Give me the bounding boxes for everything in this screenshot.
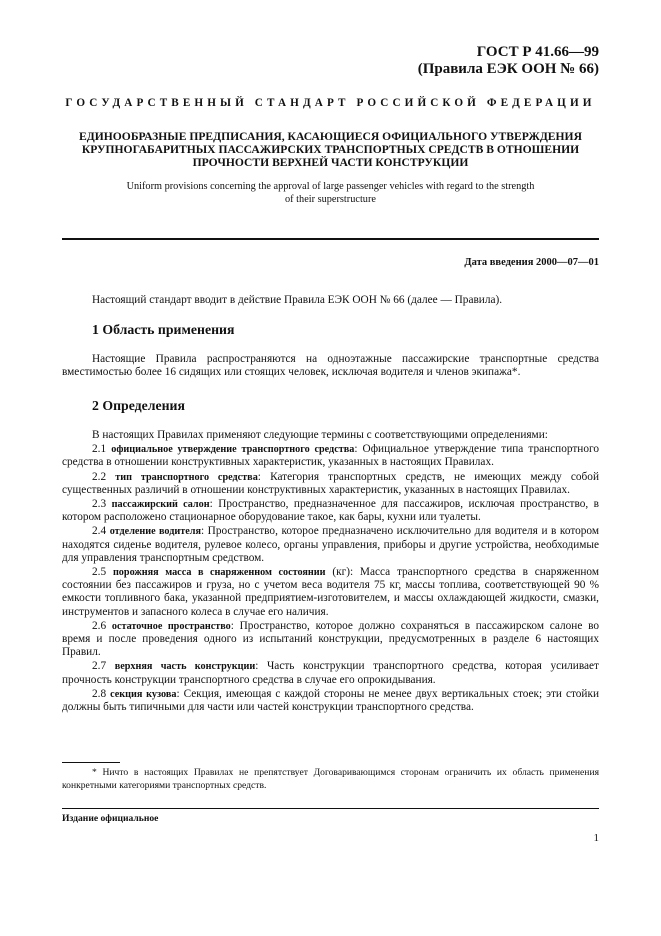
definition-item bbox=[62, 471, 599, 497]
intro-paragraph: Настоящий стандарт вводит в действие Правила ЕЭК ООН № 66 (далее — Правила). bbox=[92, 294, 503, 306]
definition-term: верхняя часть конструкции bbox=[114, 661, 256, 673]
definition-term: секция кузова bbox=[110, 688, 177, 700]
definition-number: 2.1 bbox=[92, 443, 107, 456]
definition-item bbox=[62, 566, 599, 619]
definition-term: остаточное пространство bbox=[111, 620, 231, 632]
definition-item bbox=[62, 525, 599, 565]
definition-term: отделение водителя bbox=[109, 526, 201, 538]
english-title-line-1: Uniform provisions concerning the approval of large passenger vehicles with regard to the strength bbox=[126, 181, 535, 192]
definition-item bbox=[62, 688, 599, 714]
definition-item bbox=[62, 660, 599, 686]
section-1-text: Настоящие Правила распространяются на одноэтажные пассажирские транспортные средства вместимостью более 16 сидящих или стоящих человек, исключая водителя и членов экипажа*. bbox=[62, 353, 599, 379]
title-line-3: ПРОЧНОСТИ ВЕРХНЕЙ ЧАСТИ КОНСТРУКЦИИ bbox=[192, 156, 469, 169]
definition-item bbox=[62, 620, 599, 660]
footer-divider bbox=[62, 808, 599, 809]
document-title bbox=[62, 130, 599, 169]
definition-text: (кг): Масса транспортного средства в снаряженном состоянии без пассажиров и груза, но с учетом веса водителя 75 кг, массы топлива, соответствующей 90 % емкости топливного бака, указанной предприятием-изготовителем, и массы охлаждающей жидкости, смазки, инструментов и запасного колеса в случае его наличия. bbox=[62, 566, 599, 618]
definition-text: : Пространство, которое предназначено исключительно для водителя и в котором находятся сиденье водителя, рулевое колесо, органы управления, приборы и другие устройства, необходимые для управления транспортным средством. bbox=[62, 525, 600, 564]
definition-number: 2.4 bbox=[92, 525, 107, 538]
section-2-body bbox=[62, 429, 599, 715]
definition-number: 2.7 bbox=[92, 660, 107, 673]
footnote: * Ничто в настоящих Правилах не препятствует Договаривающимся сторонам ограничить их область применения конкретными категориями транспортных средств. bbox=[62, 767, 599, 791]
english-title-line-2: of their superstructure bbox=[285, 193, 376, 205]
definition-item bbox=[62, 443, 599, 469]
definition-number: 2.6 bbox=[92, 619, 107, 632]
definition-number: 2.2 bbox=[92, 470, 107, 483]
introduction-date: Дата введения 2000—07—01 bbox=[464, 257, 599, 268]
definition-text: : Пространство, предназначенное для пассажиров, исключая пространство, в котором расположено стационарное оборудование такое, как бары, кухни или туалеты. bbox=[62, 498, 599, 524]
state-standard-heading: ГОСУДАРСТВЕННЫЙ СТАНДАРТ РОССИЙСКОЙ ФЕДЕРАЦИИ bbox=[65, 97, 596, 109]
page-number: 1 bbox=[593, 832, 599, 844]
definition-number: 2.8 bbox=[92, 687, 107, 700]
section-1-heading: 1 Область применения bbox=[92, 322, 235, 337]
definition-term: официальное утверждение транспортного средства bbox=[111, 444, 355, 456]
footnote-divider bbox=[62, 762, 120, 763]
title-line-2: КРУПНОГАБАРИТНЫХ ПАССАЖИРСКИХ ТРАНСПОРТНЫХ СРЕДСТВ В ОТНОШЕНИИ bbox=[81, 143, 580, 156]
definition-text: : Официальное утверждение типа транспортного средства в отношении конструктивных характеристик, указанных в настоящих Правилах. bbox=[62, 443, 600, 469]
definition-number: 2.3 bbox=[92, 498, 107, 511]
section-2-lead: В настоящих Правилах применяют следующие термины с соответствующими определениями: bbox=[92, 429, 548, 441]
edition-label: Издание официальное bbox=[62, 813, 159, 824]
definition-text: : Категория транспортных средств, не имеющих между собой существенных различий в отношении конструктивных характеристик, указанных в настоящих Правилах. bbox=[62, 470, 599, 496]
definition-term: порожняя масса в снаряженном состоянии bbox=[112, 567, 326, 579]
gost-designation bbox=[418, 44, 599, 78]
definition-item bbox=[62, 498, 599, 524]
section-2-heading: 2 Определения bbox=[92, 398, 185, 413]
english-title bbox=[62, 181, 599, 206]
definition-text: : Часть конструкции транспортного средства, которая усиливает прочность конструкции транспортного средства в случае его опрокидывания. bbox=[62, 660, 599, 686]
unece-rule-number: (Правила ЕЭК ООН № 66) bbox=[417, 61, 599, 77]
title-line-1: ЕДИНООБРАЗНЫЕ ПРЕДПИСАНИЯ, КАСАЮЩИЕСЯ ОФИЦИАЛЬНОГО УТВЕРЖДЕНИЯ bbox=[79, 130, 582, 143]
definition-term: тип транспортного средства bbox=[115, 471, 258, 483]
definition-text: : Секция, имеющая с каждой стороны не менее двух вертикальных стоек; эти стойки должны быть типичными для части или частей конструкции транспортного средства. bbox=[62, 687, 600, 714]
header-divider bbox=[62, 238, 599, 240]
definition-text: : Пространство, которое должно сохраняться в пассажирском салоне во время и после проведения одного из испытаний конструкции, предусмотренных в разделе 6 настоящих Правил. bbox=[62, 619, 599, 659]
definition-number: 2.5 bbox=[92, 566, 107, 579]
gost-number: ГОСТ Р 41.66—99 bbox=[476, 44, 599, 60]
definition-term: пассажирский салон bbox=[111, 499, 210, 511]
